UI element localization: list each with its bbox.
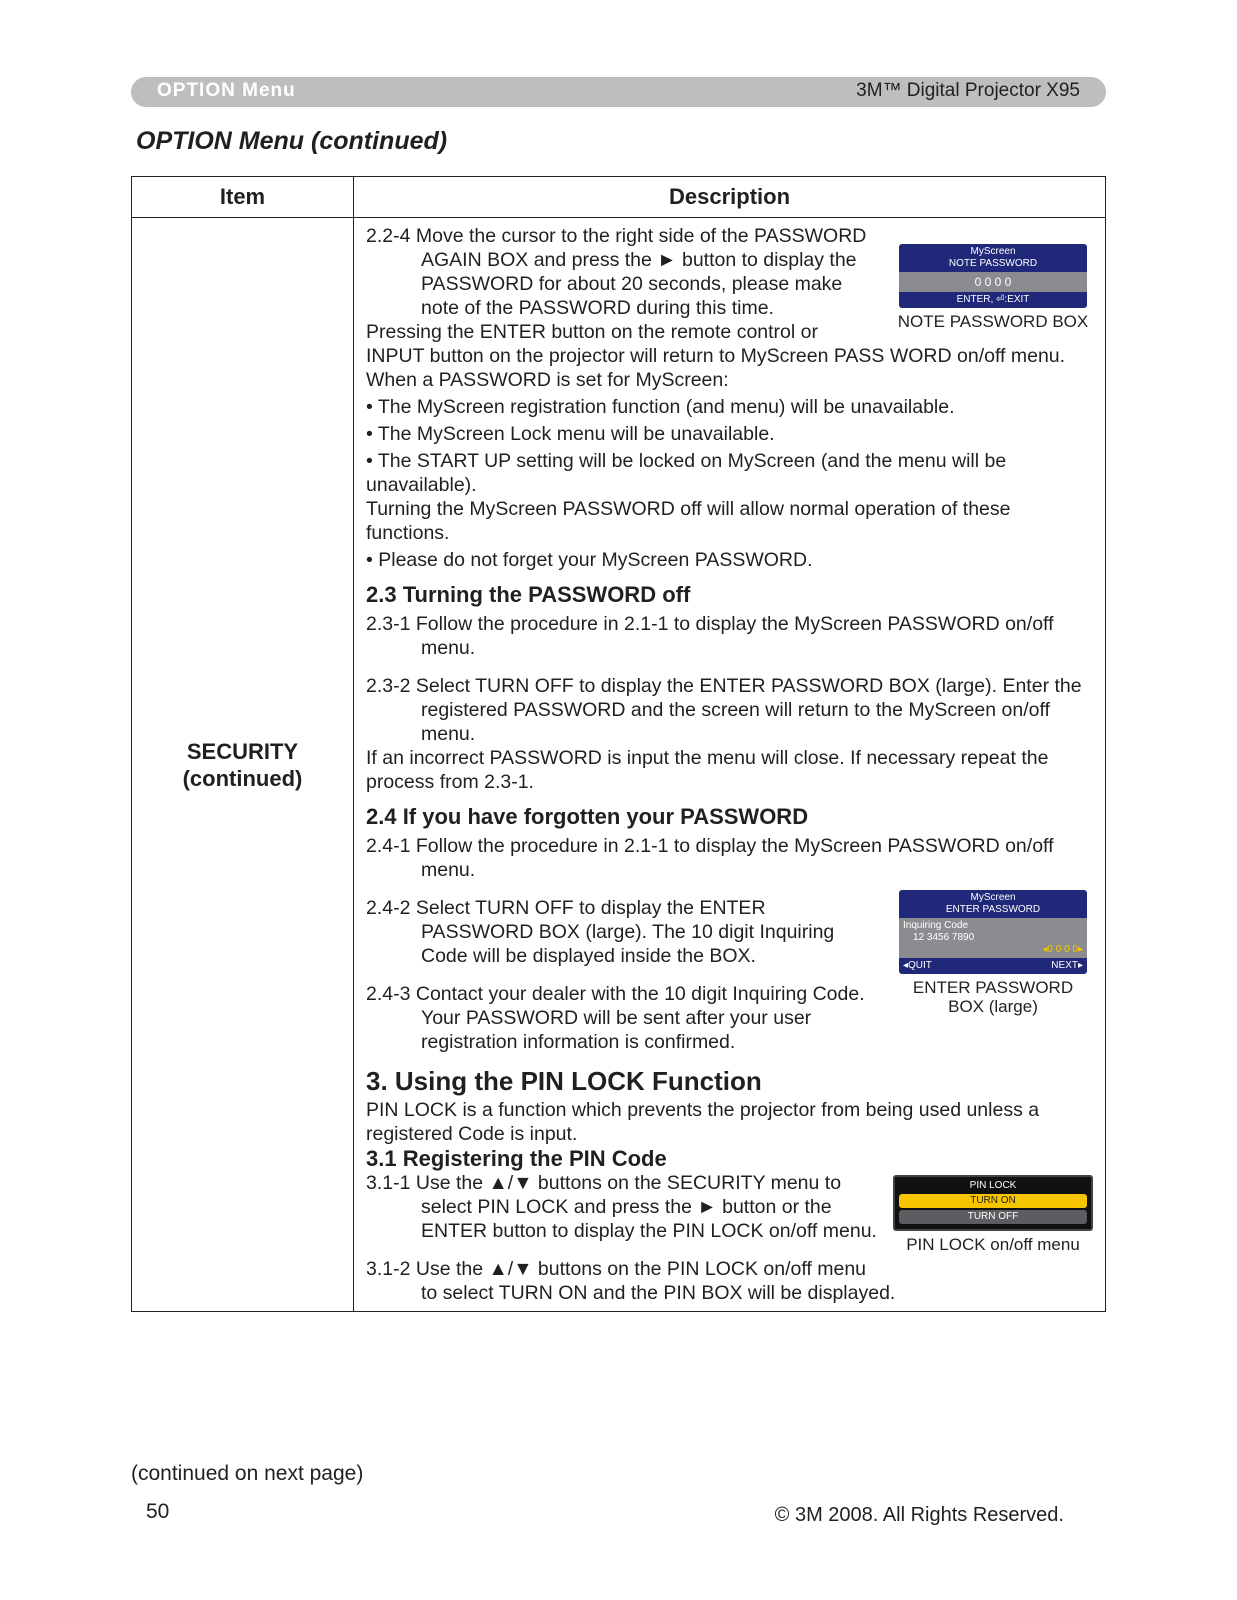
figure-caption: PIN LOCK on/off menu <box>906 1235 1080 1254</box>
note-password-screen <box>899 244 1087 308</box>
figure-caption: NOTE PASSWORD BOX <box>897 312 1089 331</box>
inquiring-code: 12 3456 7890 <box>913 932 975 943</box>
header-bar <box>131 77 1106 107</box>
screen-keys: ENTER, ⏎:EXIT <box>899 292 1087 308</box>
turn-off-option: TURN OFF <box>899 1210 1087 1224</box>
step-2-4-3: 2.4-3 Contact your dealer with the 10 digit Inquiring Code. Your PASSWORD will be sent after your user registration information is confirmed. <box>366 983 865 1053</box>
description-cell <box>354 218 1106 1312</box>
password-digits: ◂0 0 0 0▸ <box>1042 944 1083 955</box>
bullet-startup: • The START UP setting will be locked on MyScreen (and the menu will be unavailable). <box>366 450 1007 496</box>
heading-2-3: 2.3 Turning the PASSWORD off <box>366 582 691 607</box>
figure-caption: ENTER PASSWORD BOX (large) <box>912 978 1074 1016</box>
paragraph-when: When a PASSWORD is set for MyScreen: <box>366 369 729 391</box>
paragraph-incorrect: If an incorrect PASSWORD is input the menu will close. If necessary repeat the process from 2.3-1. <box>366 747 1049 793</box>
enter-password-figure <box>893 890 1093 1016</box>
bullet-forget: • Please do not forget your MyScreen PASSWORD. <box>366 549 813 571</box>
pin-lock-screen <box>893 1175 1093 1231</box>
enter-password-screen <box>899 890 1087 974</box>
password-digits: 0 0 0 0 <box>899 272 1087 292</box>
item-cell <box>132 218 354 1312</box>
heading-3-1: 3.1 Registering the PIN Code <box>366 1146 667 1171</box>
screen-title: PIN LOCK <box>969 1180 1017 1191</box>
paragraph-pin-lock: PIN LOCK is a function which prevents the projector from being used unless a registered Code is input. <box>366 1099 1040 1145</box>
step-2-4-1: 2.4-1 Follow the procedure in 2.1-1 to display the MyScreen PASSWORD on/off menu. <box>366 835 1054 881</box>
note-password-figure <box>893 244 1093 331</box>
bullet-registration: • The MyScreen registration function (and menu) will be unavailable. <box>366 396 955 418</box>
heading-2-4: 2.4 If you have forgotten your PASSWORD <box>366 804 809 829</box>
screen-subtitle: NOTE PASSWORD <box>948 258 1038 269</box>
continued-note: (continued on next page) <box>131 1462 364 1485</box>
turn-on-option: TURN ON <box>899 1194 1087 1208</box>
screen-subtitle: ENTER PASSWORD <box>945 904 1041 915</box>
page-number: 50 <box>146 1500 170 1523</box>
column-header-description: Description <box>354 177 1106 218</box>
section-label: OPTION Menu <box>157 80 296 101</box>
next-label: NEXT▸ <box>1051 960 1083 971</box>
step-3-1-2: 3.1-2 Use the ▲/▼ buttons on the PIN LOCK on/off menu to select TURN ON and the PIN BOX will be displayed. <box>366 1258 896 1304</box>
quit-label: ◂QUIT <box>903 960 932 971</box>
step-2-4-2: 2.4-2 Select TURN OFF to display the ENTER PASSWORD BOX (large). The 10 digit Inquiring Code will be displayed inside the BOX. <box>366 897 835 967</box>
bullet-lock: • The MyScreen Lock menu will be unavailable. <box>366 423 775 445</box>
pin-lock-figure <box>893 1175 1093 1254</box>
copyright: © 3M 2008. All Rights Reserved. <box>774 1504 1064 1526</box>
paragraph-turning: Turning the MyScreen PASSWORD off will allow normal operation of these functions. <box>366 498 1011 544</box>
screen-title: MyScreen <box>970 892 1016 903</box>
item-name: SECURITY <box>186 738 299 764</box>
option-table <box>131 176 1106 1312</box>
step-2-3-1: 2.3-1 Follow the procedure in 2.1-1 to display the MyScreen PASSWORD on/off menu. <box>366 613 1054 659</box>
page-title: OPTION Menu (continued) <box>136 127 448 155</box>
paragraph-pressing: Pressing the ENTER button on the remote control or INPUT button on the projector will return to MyScreen PASS WORD on/off menu. <box>366 321 1066 367</box>
column-header-item: Item <box>132 177 354 218</box>
step-2-2-4: 2.2-4 Move the cursor to the right side of the PASSWORD AGAIN BOX and press the ► button to display the PASSWORD for about 20 seconds, please make note of the PASSWORD during this time. <box>366 225 867 319</box>
heading-3: 3. Using the PIN LOCK Function <box>366 1066 762 1096</box>
product-name: 3M™ Digital Projector X95 <box>856 80 1080 101</box>
inquiring-code-label: Inquiring Code <box>903 920 969 931</box>
step-3-1-1: 3.1-1 Use the ▲/▼ buttons on the SECURITY menu to select PIN LOCK and press the ► button or the ENTER button to display the PIN LOCK on/off menu. <box>366 1172 877 1242</box>
screen-title: MyScreen <box>970 246 1016 257</box>
step-2-3-2: 2.3-2 Select TURN OFF to display the ENTER PASSWORD BOX (large). Enter the registered PASSWORD and the screen will return to the MyScreen on/off menu. <box>366 675 1082 745</box>
item-qualifier: (continued) <box>182 765 303 791</box>
